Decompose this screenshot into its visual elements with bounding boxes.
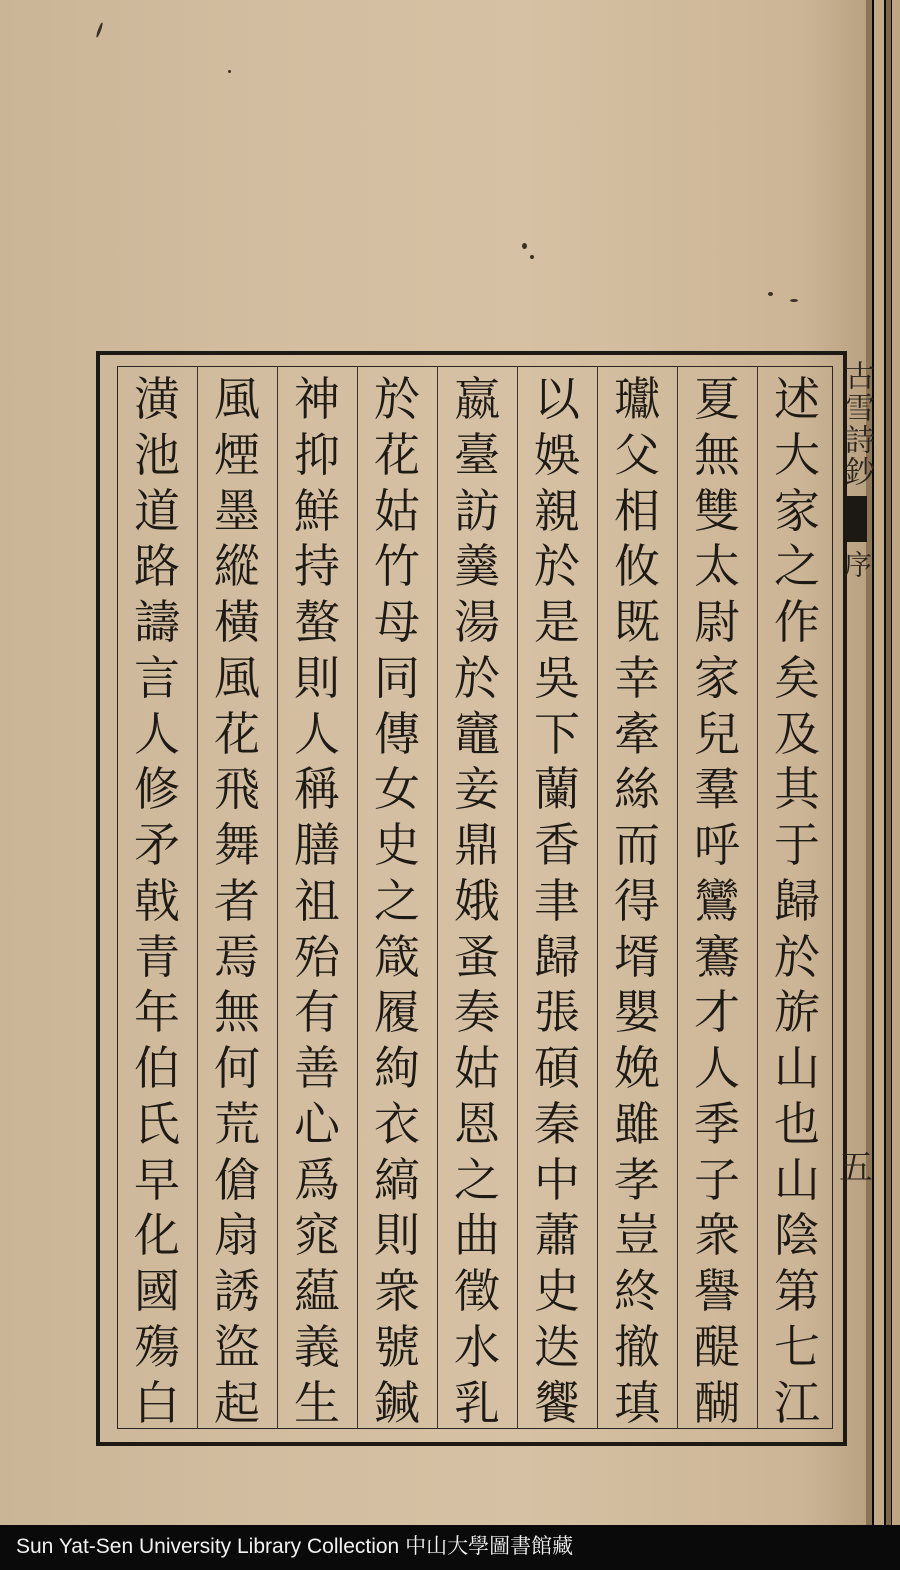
column-character: 得 <box>614 873 660 928</box>
column-character: 膳 <box>294 818 340 873</box>
collection-caption: Sun Yat-Sen University Library Collection 中山大學圖書館藏 <box>16 1535 574 1558</box>
column-character: 絇 <box>374 1041 420 1096</box>
ink-speck <box>790 299 798 302</box>
column-rule <box>517 366 518 1429</box>
column-character: 以 <box>534 372 580 426</box>
column-character: 煙 <box>214 427 260 482</box>
column-character: 花 <box>374 427 420 482</box>
column-character: 箴 <box>374 929 420 984</box>
text-column-1 <box>767 372 827 1430</box>
ink-speck <box>522 243 527 249</box>
column-character: 才 <box>694 985 740 1040</box>
ink-speck <box>768 292 773 296</box>
column-character: 矛 <box>134 818 180 873</box>
ink-speck <box>95 22 103 38</box>
text-column-3 <box>607 372 667 1430</box>
column-character: 娛 <box>534 427 580 482</box>
column-character: 善 <box>294 1041 340 1096</box>
column-character: 戟 <box>134 873 180 928</box>
column-character: 履 <box>374 985 420 1040</box>
text-column-9 <box>127 372 187 1430</box>
column-character: 呼 <box>694 818 740 873</box>
column-character: 張 <box>534 985 580 1040</box>
column-character: 雖 <box>614 1096 660 1151</box>
column-character: 嬰 <box>614 985 660 1040</box>
column-character: 是 <box>534 595 580 650</box>
column-character: 太 <box>694 539 740 594</box>
text-column-4 <box>527 372 587 1430</box>
column-character: 大 <box>774 427 820 482</box>
column-character: 扇 <box>214 1208 260 1263</box>
column-character: 有 <box>294 985 340 1040</box>
column-character: 母 <box>374 595 420 650</box>
column-character: 絲 <box>614 762 660 817</box>
column-character: 江 <box>774 1375 820 1430</box>
column-character: 譸 <box>134 595 180 650</box>
column-character: 無 <box>694 427 740 482</box>
column-character: 修 <box>134 762 180 817</box>
column-character: 鮮 <box>294 483 340 538</box>
column-character: 而 <box>614 818 660 873</box>
text-column-8 <box>207 372 267 1430</box>
column-character: 荒 <box>214 1096 260 1151</box>
ink-speck <box>228 70 231 73</box>
column-character: 家 <box>774 483 820 538</box>
column-character: 旂 <box>774 985 820 1040</box>
column-rule <box>757 366 758 1429</box>
column-rule <box>677 366 678 1429</box>
column-character: 氏 <box>134 1096 180 1151</box>
text-column-6 <box>367 372 427 1430</box>
column-character: 伯 <box>134 1041 180 1096</box>
column-character: 鶱 <box>694 929 740 984</box>
column-character: 于 <box>774 818 820 873</box>
column-character: 親 <box>534 483 580 538</box>
column-character: 湯 <box>454 595 500 650</box>
column-character: 舞 <box>214 818 260 873</box>
column-character: 歸 <box>534 929 580 984</box>
column-character: 兒 <box>694 706 740 761</box>
column-character: 誘 <box>214 1264 260 1319</box>
column-character: 爲 <box>294 1152 340 1207</box>
column-character: 竈 <box>454 706 500 761</box>
column-character: 言 <box>134 650 180 705</box>
column-character: 作 <box>774 595 820 650</box>
column-character: 早 <box>134 1152 180 1207</box>
column-character: 則 <box>374 1208 420 1263</box>
column-character: 碩 <box>534 1041 580 1096</box>
column-rule <box>597 366 598 1429</box>
column-character: 史 <box>534 1264 580 1319</box>
column-character: 饗 <box>534 1375 580 1430</box>
column-character: 迭 <box>534 1320 580 1375</box>
column-character: 橫 <box>214 595 260 650</box>
column-character: 尉 <box>694 595 740 650</box>
column-character: 下 <box>534 706 580 761</box>
page-edge <box>874 0 884 1525</box>
column-character: 殤 <box>134 1320 180 1375</box>
column-character: 於 <box>774 929 820 984</box>
column-character: 人 <box>694 1041 740 1096</box>
column-character: 竹 <box>374 539 420 594</box>
ink-speck <box>530 255 534 259</box>
column-character: 嬴 <box>454 372 500 426</box>
column-character: 子 <box>694 1152 740 1207</box>
column-character: 則 <box>294 650 340 705</box>
column-character: 瑱 <box>614 1375 660 1430</box>
column-character: 鼎 <box>454 818 500 873</box>
column-character: 臺 <box>454 427 500 482</box>
column-character: 撤 <box>614 1320 660 1375</box>
column-character: 史 <box>374 818 420 873</box>
column-character: 陰 <box>774 1208 820 1263</box>
column-character: 醍 <box>694 1320 740 1375</box>
column-character: 縞 <box>374 1152 420 1207</box>
column-character: 恩 <box>454 1096 500 1151</box>
column-character: 螯 <box>294 595 340 650</box>
column-character: 雙 <box>694 483 740 538</box>
column-character: 及 <box>774 706 820 761</box>
column-character: 終 <box>614 1264 660 1319</box>
column-character: 盜 <box>214 1320 260 1375</box>
column-character: 無 <box>214 985 260 1040</box>
column-character: 於 <box>534 539 580 594</box>
column-character: 羣 <box>694 762 740 817</box>
column-character: 白 <box>134 1375 180 1430</box>
column-rule <box>197 366 198 1429</box>
column-character: 鸞 <box>694 873 740 928</box>
column-character: 傳 <box>374 706 420 761</box>
column-character: 蘭 <box>534 762 580 817</box>
column-character: 其 <box>774 762 820 817</box>
column-character: 女 <box>374 762 420 817</box>
banxin-margin <box>838 360 874 1430</box>
column-character: 幸 <box>614 650 660 705</box>
column-character: 山 <box>774 1041 820 1096</box>
column-rule <box>277 366 278 1429</box>
column-character: 聿 <box>534 873 580 928</box>
column-character: 心 <box>294 1096 340 1151</box>
column-character: 述 <box>774 372 820 426</box>
page-edge <box>892 0 900 1525</box>
column-character: 之 <box>454 1152 500 1207</box>
section-label: 序 <box>840 550 873 578</box>
column-character: 譽 <box>694 1264 740 1319</box>
column-character: 也 <box>774 1096 820 1151</box>
column-character: 妾 <box>454 762 500 817</box>
column-character: 生 <box>294 1375 340 1430</box>
column-character: 衆 <box>374 1264 420 1319</box>
column-character: 蕭 <box>534 1208 580 1263</box>
column-character: 家 <box>694 650 740 705</box>
column-character: 人 <box>134 706 180 761</box>
column-character: 之 <box>774 539 820 594</box>
column-character: 抑 <box>294 427 340 482</box>
column-character: 道 <box>134 483 180 538</box>
column-character: 衣 <box>374 1096 420 1151</box>
column-character: 飛 <box>214 762 260 817</box>
column-character: 徵 <box>454 1264 500 1319</box>
column-character: 鍼 <box>374 1375 420 1430</box>
column-character: 矣 <box>774 650 820 705</box>
column-character: 豈 <box>614 1208 660 1263</box>
column-character: 相 <box>614 483 660 538</box>
text-column-2 <box>687 372 747 1430</box>
column-character: 秦 <box>534 1096 580 1151</box>
column-character: 吳 <box>534 650 580 705</box>
column-character: 義 <box>294 1320 340 1375</box>
column-character: 蚤 <box>454 929 500 984</box>
column-character: 同 <box>374 650 420 705</box>
column-character: 訪 <box>454 483 500 538</box>
column-character: 年 <box>134 985 180 1040</box>
column-character: 持 <box>294 539 340 594</box>
page-number: 五 <box>839 1148 873 1188</box>
page-edge <box>886 0 891 1525</box>
column-character: 國 <box>134 1264 180 1319</box>
column-character: 於 <box>374 372 420 426</box>
column-character: 曲 <box>454 1208 500 1263</box>
column-character: 殆 <box>294 929 340 984</box>
column-character: 山 <box>774 1152 820 1207</box>
fish-tail-mark <box>845 496 867 542</box>
column-character: 中 <box>534 1152 580 1207</box>
column-character: 父 <box>614 427 660 482</box>
column-character: 之 <box>374 873 420 928</box>
text-column-5 <box>447 372 507 1430</box>
column-character: 奏 <box>454 985 500 1040</box>
column-character: 乳 <box>454 1375 500 1430</box>
column-character: 花 <box>214 706 260 761</box>
column-character: 路 <box>134 539 180 594</box>
column-character: 歸 <box>774 873 820 928</box>
column-character: 神 <box>294 372 340 426</box>
column-character: 號 <box>374 1320 420 1375</box>
column-character: 風 <box>214 372 260 426</box>
column-character: 姑 <box>374 483 420 538</box>
column-character: 娩 <box>614 1041 660 1096</box>
column-character: 衆 <box>694 1208 740 1263</box>
column-character: 窕 <box>294 1208 340 1263</box>
column-character: 縱 <box>214 539 260 594</box>
column-character: 壻 <box>614 929 660 984</box>
column-character: 既 <box>614 595 660 650</box>
column-character: 瓛 <box>614 372 660 426</box>
text-column-7 <box>287 372 347 1430</box>
column-character: 何 <box>214 1041 260 1096</box>
column-character: 水 <box>454 1320 500 1375</box>
column-character: 羹 <box>454 539 500 594</box>
column-character: 攸 <box>614 539 660 594</box>
column-character: 稱 <box>294 762 340 817</box>
column-character: 季 <box>694 1096 740 1151</box>
column-character: 夏 <box>694 372 740 426</box>
column-character: 青 <box>134 929 180 984</box>
column-character: 姑 <box>454 1041 500 1096</box>
column-character: 藴 <box>294 1264 340 1319</box>
column-character: 者 <box>214 873 260 928</box>
column-character: 焉 <box>214 929 260 984</box>
column-character: 香 <box>534 818 580 873</box>
column-character: 潢 <box>134 372 180 426</box>
column-character: 起 <box>214 1375 260 1430</box>
column-character: 傖 <box>214 1152 260 1207</box>
column-character: 孝 <box>614 1152 660 1207</box>
column-character: 牽 <box>614 706 660 761</box>
column-character: 池 <box>134 427 180 482</box>
column-character: 祖 <box>294 873 340 928</box>
column-character: 娥 <box>454 873 500 928</box>
column-rule <box>357 366 358 1429</box>
column-character: 風 <box>214 650 260 705</box>
column-character: 醐 <box>694 1375 740 1430</box>
column-character: 七 <box>774 1320 820 1375</box>
column-character: 於 <box>454 650 500 705</box>
column-rule <box>437 366 438 1429</box>
column-character: 第 <box>774 1264 820 1319</box>
column-character: 人 <box>294 706 340 761</box>
column-character: 化 <box>134 1208 180 1263</box>
book-title: 古雪詩鈔 <box>839 360 874 488</box>
column-character: 墨 <box>214 483 260 538</box>
